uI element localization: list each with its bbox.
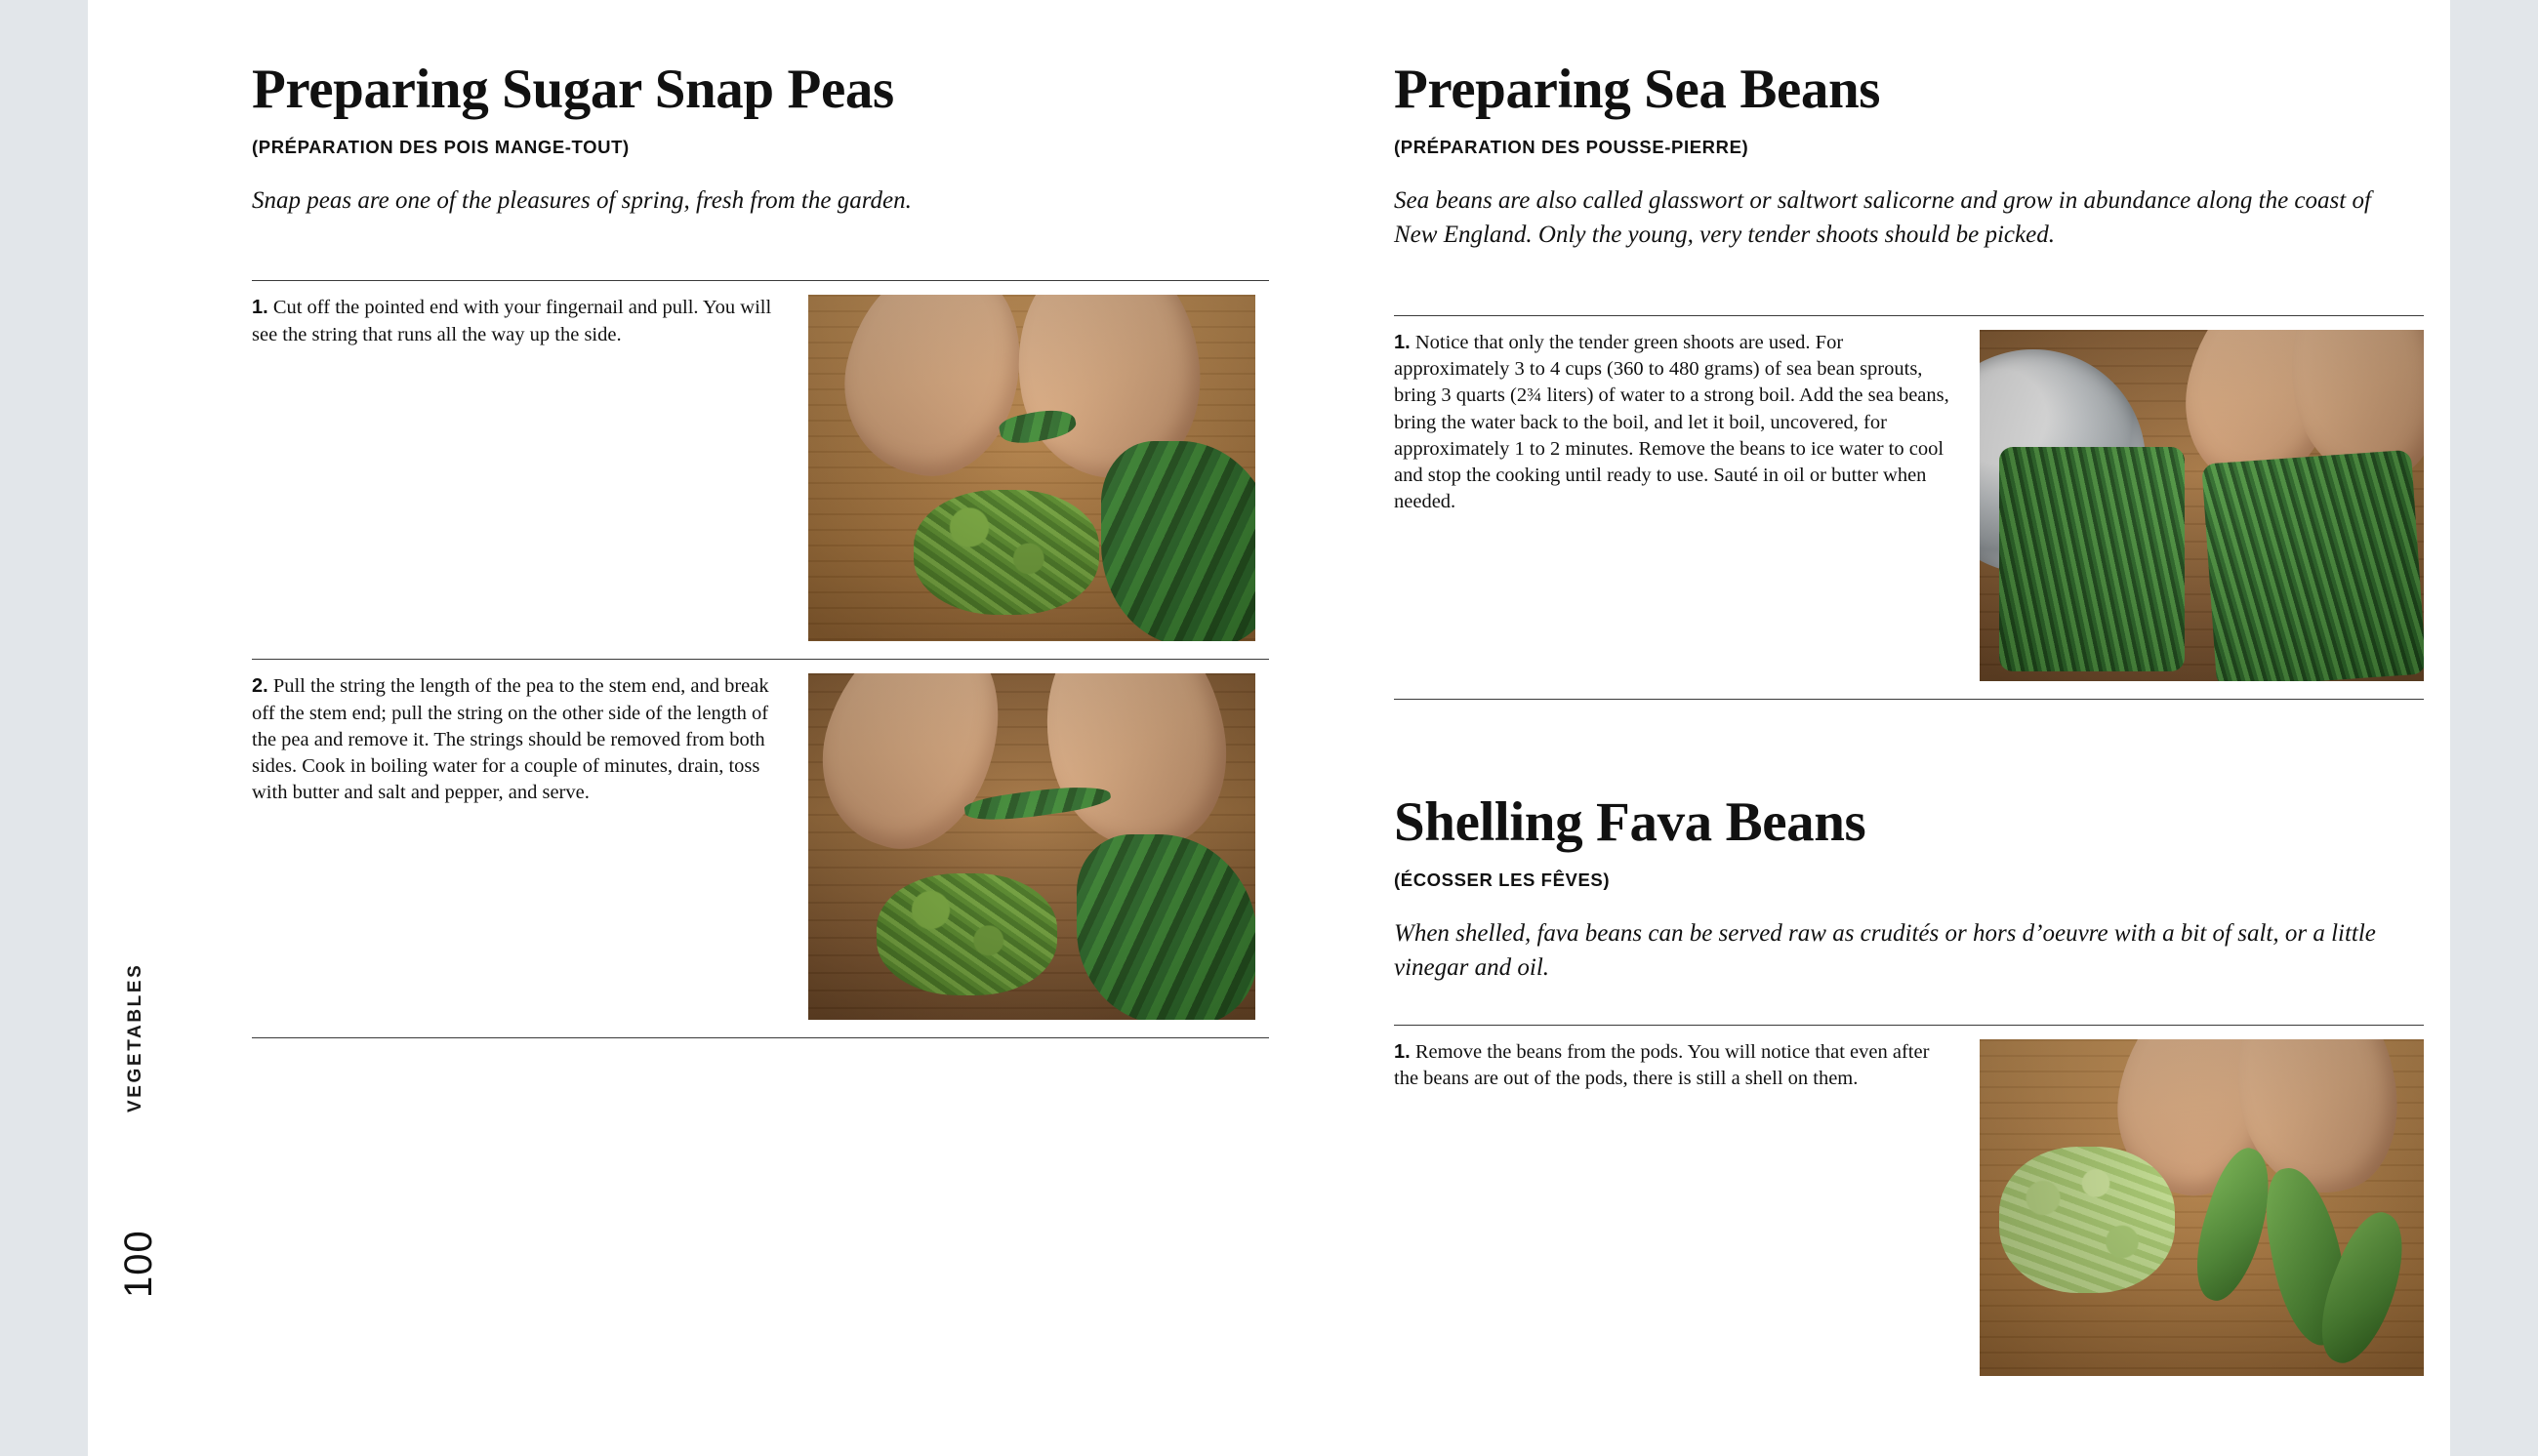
left-page-edge xyxy=(0,0,88,1456)
recipe-title-fava-beans: Shelling Fava Beans xyxy=(1394,790,1866,853)
page-number-left: 100 xyxy=(117,1230,160,1298)
step-item xyxy=(252,660,1269,1020)
steps-list-sea-beans xyxy=(1394,315,2424,700)
recipe-title-sea-beans: Preparing Sea Beans xyxy=(1394,59,1881,120)
sea-beans-bunch xyxy=(2201,450,2424,681)
pea-strings-pile xyxy=(914,490,1099,615)
right-page xyxy=(1269,0,2450,1456)
step-body: Remove the beans from the pods. You will notice that even after the beans are out of the pods, there is still a shell on them. xyxy=(1394,1040,1930,1089)
section-end-divider xyxy=(252,1037,1269,1038)
left-page-content xyxy=(252,0,1269,1038)
recipe-intro-sea-beans: Sea beans are also called glasswort or saltwort salicorne and grow in abundance along the coast of New England. Only the young, very tender shoots should be picked. xyxy=(1394,186,2371,249)
step-body: Cut off the pointed end with your fingernail and pull. You will see the string that runs all the way up the side. xyxy=(252,297,772,345)
step-text xyxy=(252,295,808,348)
step-body: Notice that only the tender green shoots are used. For approximately 3 to 4 cups (360 to 480 grams) of sea bean sprouts, bring 3 quarts (2¾ liters) of water to a strong boil. Add the sea beans, bring the water back to the boil, and let it boil, uncovered, for approximately 1 to 2 minutes. Remove the beans to ice water to cool and stop the cooking until ready to use. Sauté in oil or butter when needed. xyxy=(1394,331,1949,513)
sea-beans-in-bowl xyxy=(1999,447,2185,671)
recipe-subtitle-french-snap-peas: (PRÉPARATION DES POIS MANGE-TOUT) xyxy=(252,136,630,157)
snap-peas-pile xyxy=(1101,441,1255,641)
step-number: 1. xyxy=(1394,1040,1411,1063)
step-text xyxy=(1394,1039,1980,1093)
right-page-content xyxy=(1394,0,2424,1376)
step-item xyxy=(252,281,1269,641)
running-head-left: VEGETABLES xyxy=(125,962,145,1112)
right-page-edge xyxy=(2450,0,2538,1456)
shelled-fava-beans-pile xyxy=(1999,1147,2175,1293)
step-photo-sea-beans-1 xyxy=(1980,330,2424,681)
pea-strings-pile xyxy=(877,873,1057,995)
recipe-title-snap-peas: Preparing Sugar Snap Peas xyxy=(252,59,894,120)
step-number: 1. xyxy=(1394,331,1411,353)
recipe-subtitle-french-sea-beans: (PRÉPARATION DES POUSSE-PIERRE) xyxy=(1394,136,1749,157)
step-text xyxy=(252,673,808,806)
section-spacer xyxy=(1394,700,2424,754)
step-photo-fava-beans-1 xyxy=(1980,1039,2424,1376)
step-item xyxy=(1394,1026,2424,1376)
recipe-intro-fava-beans: When shelled, fava beans can be served raw as crudités or hors d’oeuvre with a bit of salt, or a little vinegar and oil. xyxy=(1394,919,2376,982)
step-photo-snap-peas-1 xyxy=(808,295,1255,641)
step-number: 2. xyxy=(252,675,268,698)
steps-list-fava-beans xyxy=(1394,1025,2424,1376)
step-text xyxy=(1394,330,1980,516)
step-item xyxy=(1394,316,2424,681)
step-photo-snap-peas-2 xyxy=(808,673,1255,1020)
step-body: Pull the string the length of the pea to the stem end, and break off the stem end; pull the string on the other side of the length of the pea and remove it. The strings should be removed from both sides. Cook in boiling water for a couple of minutes, drain, toss with butter and salt and pepper, and serve. xyxy=(252,675,769,804)
recipe-intro-snap-peas: Snap peas are one of the pleasures of spring, fresh from the garden. xyxy=(252,186,912,214)
recipe-subtitle-french-fava-beans: (ÉCOSSER LES FÊVES) xyxy=(1394,869,1611,890)
left-page xyxy=(88,0,1269,1456)
step-number: 1. xyxy=(252,297,268,319)
steps-list-snap-peas xyxy=(252,280,1269,1038)
